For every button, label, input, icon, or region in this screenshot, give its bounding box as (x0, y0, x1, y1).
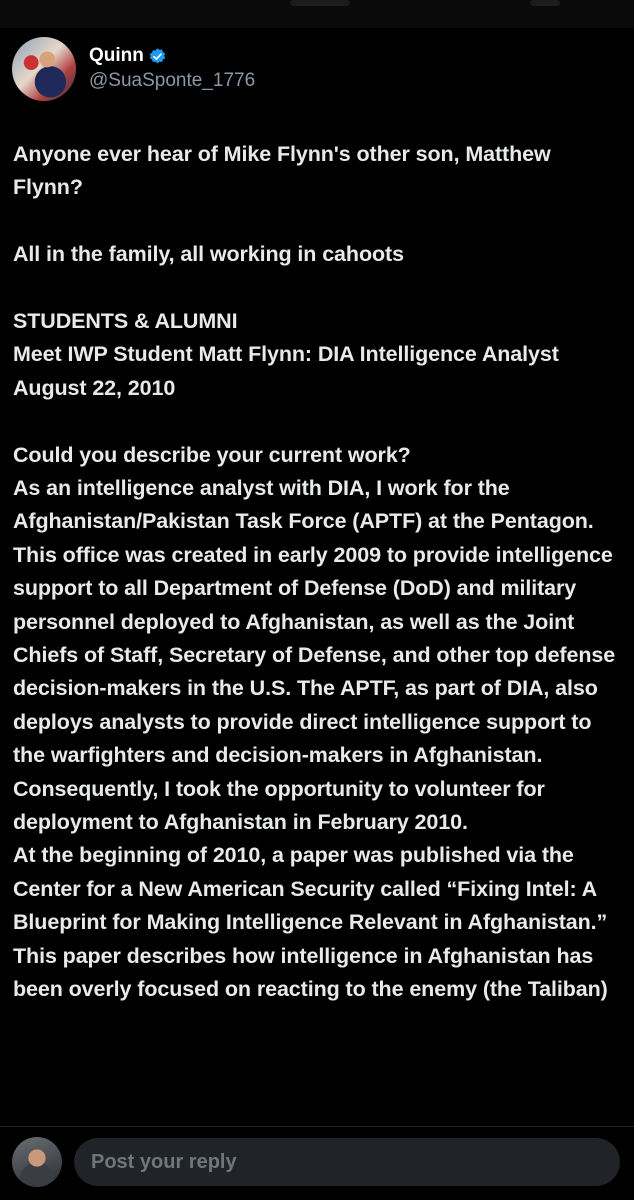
post-paragraph: August 22, 2010 (13, 375, 176, 400)
author-name-row[interactable] (89, 44, 255, 68)
author-names (89, 44, 255, 94)
post-paragraph: All in the family, all working in cahoots (13, 242, 404, 267)
paragraph-gap (13, 405, 625, 438)
post-paragraph: Anyone ever hear of Mike Flynn's other son, Matthew Flynn? (13, 142, 557, 200)
verified-badge-icon (148, 47, 167, 66)
post-paragraph: At the beginning of 2010, a paper was published via the Center for a New American Security called “Fixing Intel: A Blueprint for Making Intelligence Relevant in Afghanistan.” This paper describes how intelligence in Afghanistan has been overly focused on reacting to the enemy (the Taliban) (13, 843, 614, 1002)
post-body (13, 138, 625, 1007)
author-name[interactable]: Quinn (89, 45, 144, 66)
post-paragraph: STUDENTS & ALUMNI (13, 309, 238, 333)
post-paragraph: Meet IWP Student Matt Flynn: DIA Intelligence Analyst (13, 342, 559, 367)
user-avatar (12, 1137, 62, 1187)
reply-bar (0, 1126, 634, 1200)
top-status-bar (0, 0, 634, 28)
author-handle[interactable]: @SuaSponte_1776 (89, 70, 256, 91)
reply-input[interactable] (74, 1138, 620, 1186)
reply-placeholder: Post your reply (91, 1150, 237, 1173)
status-bar-fragment (530, 0, 560, 6)
paragraph-gap (13, 205, 625, 238)
status-bar-fragment (290, 0, 350, 6)
author-avatar[interactable] (12, 37, 76, 101)
paragraph-gap (13, 272, 625, 305)
post-header (12, 36, 255, 102)
post-paragraph: Could you describe your current work? (13, 442, 411, 467)
post-paragraph: As an intelligence analyst with DIA, I work for the Afghanistan/Pakistan Task Force (APTF) at the Pentagon. This office was created in early 2009 to provide intelligence support to all Department of Defense (DoD) and military personnel deployed to Afghanistan, as well as the Joint Chiefs of Staff, Secretary of Defense, and other top defense decision-makers in the U.S. The APTF, as part of DIA, also deploys analysts to provide direct intelligence support to the warfighters and decision-makers in Afghanistan. Consequently, I took the opportunity to volunteer for deployment to Afghanistan in February 2010. (13, 476, 621, 835)
